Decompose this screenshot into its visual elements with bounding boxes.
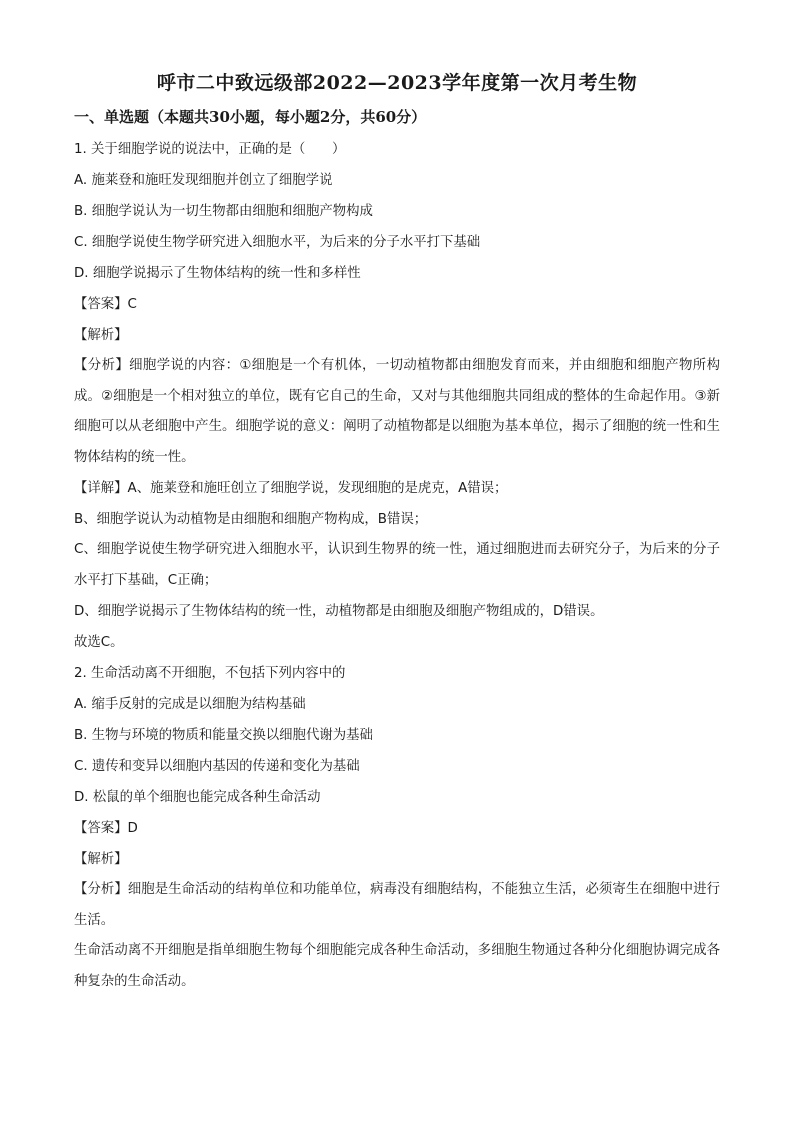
analysis-paragraph: 【分析】细胞学说的内容：①细胞是一个有机体，一切动植物都由细胞发育而来，并由细胞和细胞产物所构成。②细胞是一个相对独立的单位，既有它自己的生命，又对与其他细胞共同组成的整体的生命起作用。③新细胞可以从老细胞中产生。细胞学说的意义：阐明了动植物都是以细胞为基本单位，揭示了细胞的统一性和生物体结构的统一性。	[74, 358, 720, 465]
section-heading: 一、单选题（本题共30小题，每小题2分，共60分）	[74, 108, 427, 126]
option-a: A. 施莱登和施旺发现细胞并创立了细胞学说	[74, 173, 333, 188]
analysis-paragraph-1: 【分析】细胞是生命活动的结构单位和功能单位，病毒没有细胞结构，不能独立生活，必须寄生在细胞中进行生活。	[74, 882, 720, 928]
question-1	[74, 134, 720, 658]
detail-paragraph-c: C、细胞学说使生物学研究进入细胞水平，认识到生物界的统一性，通过细胞进而去研究分子，为后来的分子水平打下基础，C正确；	[74, 542, 720, 588]
question-stem: 1. 关于细胞学说的说法中，正确的是（ ）	[74, 142, 346, 157]
question-stem: 2. 生命活动离不开细胞，不包括下列内容中的	[74, 666, 346, 681]
option-d: D. 细胞学说揭示了生物体结构的统一性和多样性	[74, 266, 361, 281]
option-b: B. 细胞学说认为一切生物都由细胞和细胞产物构成	[74, 204, 373, 219]
option-c: C. 遗传和变异以细胞内基因的传递和变化为基础	[74, 759, 360, 774]
analysis-label: 【解析】	[74, 328, 128, 343]
option-c: C. 细胞学说使生物学研究进入细胞水平，为后来的分子水平打下基础	[74, 235, 481, 250]
question-2	[74, 658, 720, 997]
detail-line-b: B、细胞学说认为动植物是由细胞和细胞产物构成，B错误；	[74, 512, 428, 527]
option-a: A. 缩手反射的完成是以细胞为结构基础	[74, 697, 306, 712]
analysis-label: 【解析】	[74, 852, 128, 867]
answer-line: 【答案】D	[74, 821, 138, 836]
detail-line-a: 【详解】A、施莱登和施旺创立了细胞学说，发现细胞的是虎克，A错误；	[74, 481, 508, 496]
option-d: D. 松鼠的单个细胞也能完成各种生命活动	[74, 790, 321, 805]
conclusion-line: 故选C。	[74, 635, 124, 650]
detail-line-d: D、细胞学说揭示了生物体结构的统一性，动植物都是由细胞及细胞产物组成的，D错误。	[74, 604, 604, 619]
page-title: 呼市二中致远级部2022—2023学年度第一次月考生物	[156, 72, 638, 94]
answer-line: 【答案】C	[74, 297, 137, 312]
option-b: B. 生物与环境的物质和能量交换以细胞代谢为基础	[74, 728, 373, 743]
analysis-paragraph-2: 生命活动离不开细胞是指单细胞生物每个细胞能完成各种生命活动，多细胞生物通过各种分化细胞协调完成各种复杂的生命活动。	[74, 943, 720, 989]
